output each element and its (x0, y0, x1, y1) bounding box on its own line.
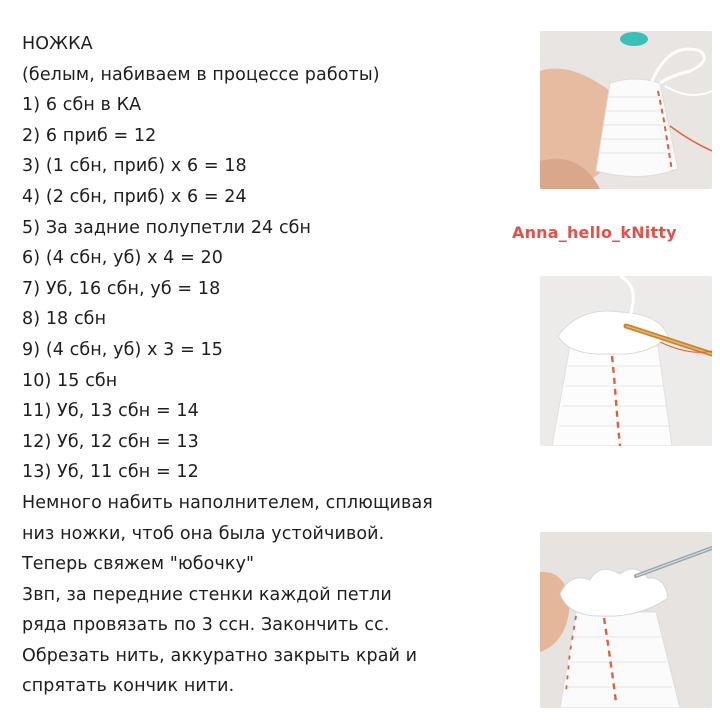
pattern-row: 3) (1 сбн, приб) х 6 = 18 (22, 156, 247, 177)
pattern-note: 3вп, за передние стенки каждой петли (22, 584, 392, 605)
pattern-row: 9) (4 сбн, уб) х 3 = 15 (22, 339, 223, 360)
step-photo-1 (540, 31, 712, 189)
pattern-text (22, 29, 542, 702)
author-watermark: Anna_hello_kNitty (512, 223, 677, 242)
pattern-row: 4) (2 сбн, приб) х 6 = 24 (22, 186, 247, 207)
pattern-note: Немного набить наполнителем, сплющивая (22, 492, 433, 513)
pattern-row: 1) 6 сбн в КА (22, 95, 142, 116)
pattern-title: НОЖКА (22, 34, 93, 54)
step-photo-3 (540, 532, 712, 708)
pattern-row: 8) 18 сбн (22, 309, 107, 330)
pattern-note: спрятать кончик нити. (22, 676, 235, 697)
pattern-row: 6) (4 сбн, уб) х 4 = 20 (22, 248, 223, 269)
pattern-note: Теперь свяжем "юбочку" (22, 554, 255, 575)
pattern-note: низ ножки, чтоб она была устойчивой. (22, 523, 385, 544)
pattern-row: 12) Уб, 12 сбн = 13 (22, 431, 199, 452)
step-photo-2 (540, 276, 712, 446)
pattern-subtitle: (белым, набиваем в процессе работы) (22, 64, 380, 85)
pattern-row: 10) 15 сбн (22, 370, 118, 391)
pattern-row: 5) За задние полупетли 24 сбн (22, 217, 312, 238)
pattern-row: 13) Уб, 11 сбн = 12 (22, 462, 199, 483)
pattern-note: ряда провязать по 3 ссн. Закончить сс. (22, 615, 390, 636)
pattern-note: Обрезать нить, аккуратно закрыть край и (22, 645, 418, 666)
pattern-row: 11) Уб, 13 сбн = 14 (22, 401, 199, 422)
pattern-row: 2) 6 приб = 12 (22, 125, 157, 146)
pattern-row: 7) Уб, 16 сбн, уб = 18 (22, 278, 221, 299)
